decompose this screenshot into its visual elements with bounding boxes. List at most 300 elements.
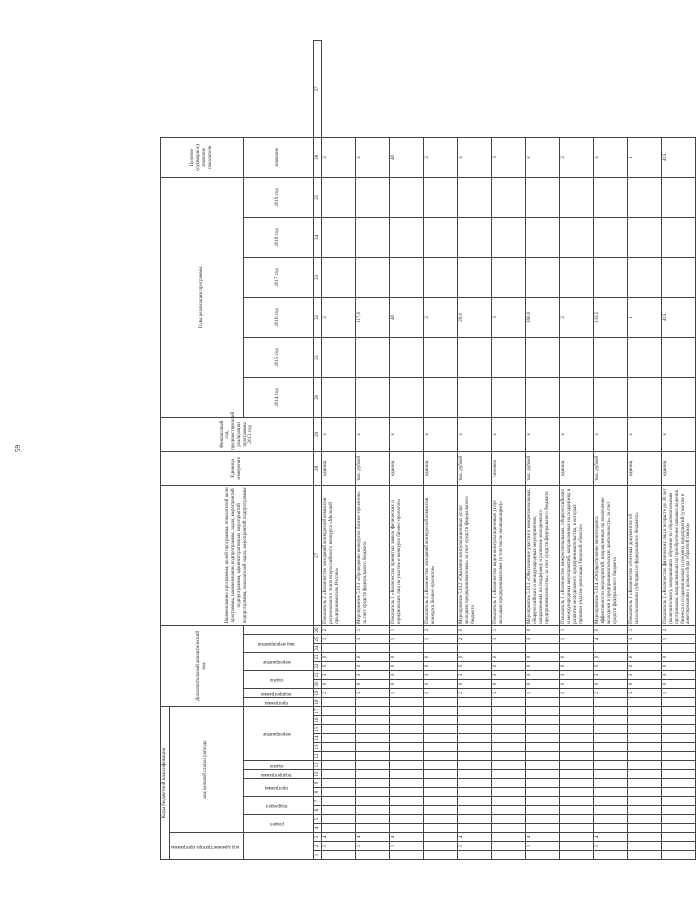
row-fin-year: х	[526, 417, 560, 451]
code-cell	[526, 644, 560, 653]
measure-type-header: вид мероприятия	[243, 635, 313, 653]
row-fin-year: х	[492, 417, 526, 451]
code-cell: 1	[356, 625, 390, 634]
row-2017	[526, 257, 560, 297]
measure-num-header	[243, 625, 313, 634]
code-cell	[356, 806, 390, 815]
code-cell: 1	[390, 842, 424, 851]
code-cell: 4	[594, 833, 628, 842]
code-cell	[560, 815, 594, 824]
code-cell: 0	[492, 653, 526, 662]
code-cell: 0	[424, 680, 458, 689]
code-cell: 0	[424, 653, 458, 662]
code-cell	[424, 707, 458, 716]
column-number: 4	[313, 824, 322, 833]
row-target: 2	[322, 137, 356, 177]
code-cell	[628, 815, 662, 824]
column-number: 28	[313, 451, 322, 485]
row-2015	[390, 337, 424, 377]
code-cell: 0	[390, 680, 424, 689]
code-cell	[594, 644, 628, 653]
section-header: раздел	[243, 815, 313, 833]
row-fin-year: х	[560, 417, 594, 451]
code-cell	[594, 698, 628, 707]
code-cell	[628, 851, 662, 860]
code-cell: 3	[526, 635, 560, 644]
code-cell	[594, 743, 628, 752]
table-row	[628, 41, 662, 860]
code-cell	[628, 761, 662, 770]
code-cell: 3	[424, 671, 458, 680]
code-cell	[560, 644, 594, 653]
row-2016: 1	[628, 297, 662, 337]
column-number: 31	[313, 337, 322, 377]
code-cell	[492, 851, 526, 860]
code-cell	[424, 824, 458, 833]
code-cell	[424, 716, 458, 725]
code-cell	[560, 851, 594, 860]
code-cell	[560, 716, 594, 725]
column-number: 24	[313, 644, 322, 653]
row-2016: 40	[390, 297, 424, 337]
row-2016: 2	[560, 297, 594, 337]
code-cell	[628, 725, 662, 734]
column-number: 18	[313, 698, 322, 707]
column-number: 19	[313, 689, 322, 698]
code-cell	[322, 770, 356, 779]
code-cell: 0	[356, 662, 390, 671]
row-fin-year: х	[458, 417, 492, 451]
row-2017	[458, 257, 492, 297]
row-fin-year: х	[628, 417, 662, 451]
code-cell: 4	[322, 833, 356, 842]
row-2017	[662, 257, 696, 297]
code-cell	[492, 707, 526, 716]
row-name: Показатель 1 «Количество межрегиональных, общероссийских и международных мероприятий, направленных на поддержку и развитие молодежного предпринимательства, в которых приняли участие делегации Тверской области»	[560, 485, 594, 625]
row-unit: единиц	[628, 451, 662, 485]
code-cell	[526, 707, 560, 716]
code-cell	[628, 779, 662, 788]
code-cell	[628, 842, 662, 851]
column-number: 21	[313, 671, 322, 680]
column-number: 5	[313, 815, 322, 824]
code-cell	[356, 707, 390, 716]
code-cell	[628, 644, 662, 653]
row-2014	[424, 377, 458, 417]
code-cell: 0	[560, 680, 594, 689]
code-cell	[356, 779, 390, 788]
row-name: Мероприятие 5.012 «Оказание консультационных услуг молодым предпринимателям» за счет средств федерального бюджета	[458, 485, 492, 625]
code-cell: 0	[322, 662, 356, 671]
row-name: Показатель 2 «Количество заседаний конкурсной комиссии конкурса бизнес-проектов»	[424, 485, 458, 625]
code-cell	[526, 824, 560, 833]
unit-header: Единица измерения	[161, 451, 314, 485]
code-cell	[628, 806, 662, 815]
code-cell	[560, 779, 594, 788]
row-unit: тыс. рублей	[594, 451, 628, 485]
code-cell	[356, 797, 390, 806]
code-cell	[458, 644, 492, 653]
code-cell	[526, 797, 560, 806]
code-cell	[424, 833, 458, 842]
code-cell	[458, 815, 492, 824]
column-number: 29	[313, 417, 322, 451]
code-cell	[492, 824, 526, 833]
table-row	[662, 41, 696, 860]
column-number: 17	[313, 707, 322, 716]
code-cell	[356, 743, 390, 752]
code-cell	[424, 851, 458, 860]
row-target: 40	[390, 137, 424, 177]
row-2019	[662, 177, 696, 217]
code-cell	[594, 752, 628, 761]
code-cell	[424, 752, 458, 761]
code-cell	[662, 716, 696, 725]
code-cell	[526, 788, 560, 797]
code-cell	[492, 725, 526, 734]
code-cell	[390, 851, 424, 860]
column-number: 30	[313, 377, 322, 417]
extra-code-header: Дополнительный аналитический код	[161, 625, 244, 706]
code-cell: 1	[662, 689, 696, 698]
row-2015	[662, 337, 696, 377]
code-cell	[424, 815, 458, 824]
year-2019: 2019 год	[243, 177, 313, 217]
code-cell	[390, 815, 424, 824]
row-2016: 20,0	[458, 297, 492, 337]
code-cell	[458, 707, 492, 716]
row-2017	[492, 257, 526, 297]
purpose-code-header: код целевой статьи расхода	[169, 707, 243, 833]
code-cell	[458, 752, 492, 761]
code-cell	[356, 815, 390, 824]
code-cell: 0	[458, 662, 492, 671]
code-cell: 0	[526, 662, 560, 671]
row-2019	[458, 177, 492, 217]
code-cell	[560, 788, 594, 797]
code-cell	[322, 743, 356, 752]
code-cell: 1	[390, 625, 424, 634]
row-2018	[390, 217, 424, 257]
code-cell: 1	[560, 689, 594, 698]
code-cell	[424, 770, 458, 779]
code-cell	[492, 761, 526, 770]
row-2018	[594, 217, 628, 257]
task-header: задача	[243, 761, 313, 770]
row-name: Показатель 1 «Количество видов консультационных услуг молодым предпринимателям (в том числе начинающим)»	[492, 485, 526, 625]
code-cell	[594, 806, 628, 815]
row-2015	[424, 337, 458, 377]
code-cell	[424, 779, 458, 788]
code-cell: 0	[662, 662, 696, 671]
code-cell	[662, 725, 696, 734]
code-cell	[560, 842, 594, 851]
subsection-header: подраздел	[243, 797, 313, 815]
table-row	[356, 41, 390, 860]
code-cell	[526, 743, 560, 752]
code-cell	[492, 698, 526, 707]
column-number: 16	[313, 716, 322, 725]
code-cell: 4	[356, 833, 390, 842]
row-unit: тыс. рублей	[356, 451, 390, 485]
row-2015	[526, 337, 560, 377]
code-cell	[322, 707, 356, 716]
code-cell	[628, 707, 662, 716]
code-cell	[560, 725, 594, 734]
row-target: х	[526, 137, 560, 177]
code-cell: 0	[628, 680, 662, 689]
year-2018: 2018 год	[243, 217, 313, 257]
table-row	[560, 41, 594, 860]
code-cell	[628, 824, 662, 833]
year-2014: 2014 год	[243, 377, 313, 417]
row-2014	[628, 377, 662, 417]
code-cell	[492, 770, 526, 779]
code-cell: 0	[492, 662, 526, 671]
code-cell	[458, 770, 492, 779]
code-cell	[322, 734, 356, 743]
code-cell: 0	[526, 653, 560, 662]
subprogram-sub-header: подпрограмма	[243, 689, 313, 698]
code-cell	[390, 788, 424, 797]
row-unit: единиц	[322, 451, 356, 485]
row-2014	[662, 377, 696, 417]
code-cell: 3	[492, 671, 526, 680]
code-cell	[322, 851, 356, 860]
row-2018	[526, 217, 560, 257]
program-sub-header: программа	[243, 698, 313, 707]
column-number: 3	[313, 833, 322, 842]
row-2016: 160,0	[526, 297, 560, 337]
code-cell	[492, 752, 526, 761]
row-name: Мероприятие 5.013 «Проведение конкурсов бизнес-проектов» за счет средств федерального бюджета	[356, 485, 390, 625]
code-cell	[458, 824, 492, 833]
code-cell	[356, 734, 390, 743]
code-cell	[594, 734, 628, 743]
row-2018	[424, 217, 458, 257]
code-cell: 0	[424, 662, 458, 671]
code-cell	[424, 698, 458, 707]
code-cell: 0	[662, 680, 696, 689]
code-cell	[492, 788, 526, 797]
row-2018	[560, 217, 594, 257]
code-cell	[322, 644, 356, 653]
row-unit: тыс. рублей	[458, 451, 492, 485]
column-number: 32	[313, 297, 322, 337]
code-cell	[356, 644, 390, 653]
table-row	[322, 41, 356, 860]
column-number: 25	[313, 635, 322, 644]
target-value-header: значение	[243, 137, 313, 177]
code-cell	[628, 788, 662, 797]
code-cell	[662, 851, 696, 860]
code-cell	[390, 707, 424, 716]
code-cell	[390, 725, 424, 734]
code-cell	[322, 698, 356, 707]
code-cell: 1	[628, 689, 662, 698]
code-cell: 0	[390, 653, 424, 662]
code-cell	[662, 833, 696, 842]
code-cell	[390, 698, 424, 707]
row-target: х	[594, 137, 628, 177]
code-cell	[594, 716, 628, 725]
column-number: 11	[313, 761, 322, 770]
code-cell: 2	[424, 625, 458, 634]
row-2017	[424, 257, 458, 297]
code-cell	[458, 734, 492, 743]
column-number: 12	[313, 752, 322, 761]
code-cell	[390, 734, 424, 743]
code-cell	[594, 725, 628, 734]
code-cell: 1	[390, 689, 424, 698]
code-cell	[662, 761, 696, 770]
code-cell: 2	[662, 625, 696, 634]
code-cell	[662, 752, 696, 761]
row-target: 415	[662, 137, 696, 177]
code-cell	[356, 824, 390, 833]
code-cell	[526, 716, 560, 725]
code-cell: 0	[356, 653, 390, 662]
column-number: 20	[313, 680, 322, 689]
code-cell: 4	[390, 833, 424, 842]
code-cell	[424, 797, 458, 806]
code-cell	[356, 761, 390, 770]
name-header: Наименование программы, целей программы, показателей цели программы, наименование подпрограммы, задач, мероприятий подпрограммы, административных мероприятий подпрограммы, показателей задач, мероприятий подпрограммы	[161, 485, 314, 625]
row-name: Показатель 1 «Количество отчетных документов об использовании субсидии из федерального бюджета»	[628, 485, 662, 625]
code-cell	[356, 788, 390, 797]
code-cell	[662, 824, 696, 833]
code-cell: 3	[628, 671, 662, 680]
measure-sub-header: мероприятие	[243, 653, 313, 671]
code-cell: 0	[560, 662, 594, 671]
code-cell: 0	[390, 662, 424, 671]
code-cell	[390, 644, 424, 653]
row-2017	[356, 257, 390, 297]
code-cell	[560, 707, 594, 716]
code-cell	[560, 806, 594, 815]
code-cell	[424, 743, 458, 752]
table-row	[458, 41, 492, 860]
code-cell	[492, 743, 526, 752]
code-cell	[322, 761, 356, 770]
row-2018	[458, 217, 492, 257]
code-cell: 0	[526, 625, 560, 634]
code-cell: 0	[356, 680, 390, 689]
code-cell	[322, 806, 356, 815]
code-cell	[356, 698, 390, 707]
code-cell	[356, 851, 390, 860]
code-cell	[356, 716, 390, 725]
row-2014	[492, 377, 526, 417]
code-cell	[390, 752, 424, 761]
row-2014	[560, 377, 594, 417]
column-number: 7	[313, 797, 322, 806]
row-unit: единиц	[390, 451, 424, 485]
row-2014	[594, 377, 628, 417]
row-name: Показатель 2 «Количество физических лиц в возрасте до 30 лет (включительно), завершивших обучение по образовательным программам, направленным на приобретение навыков ведения бизнеса и создания малых и средних предприятий (участие в анкетировании с целью сбора обратной связи)»	[662, 485, 696, 625]
code-cell: 1	[356, 635, 390, 644]
code-cell	[662, 707, 696, 716]
code-cell	[628, 743, 662, 752]
code-cell	[662, 770, 696, 779]
code-cell	[458, 716, 492, 725]
row-2018	[662, 217, 696, 257]
row-fin-year: х	[594, 417, 628, 451]
code-cell	[662, 743, 696, 752]
row-2015	[560, 337, 594, 377]
code-cell	[662, 806, 696, 815]
code-cell: 1	[526, 842, 560, 851]
row-2016: 117,0	[356, 297, 390, 337]
code-cell	[424, 842, 458, 851]
row-2014	[322, 377, 356, 417]
code-cell	[526, 761, 560, 770]
row-target: 2	[424, 137, 458, 177]
code-cell	[424, 734, 458, 743]
row-unit: единиц	[560, 451, 594, 485]
row-target: 1	[628, 137, 662, 177]
code-cell	[492, 797, 526, 806]
code-cell	[424, 644, 458, 653]
code-cell: 0	[662, 653, 696, 662]
code-cell	[526, 752, 560, 761]
row-fin-year: х	[424, 417, 458, 451]
code-cell	[662, 788, 696, 797]
row-fin-year: х	[662, 417, 696, 451]
row-2015	[628, 337, 662, 377]
code-cell	[560, 734, 594, 743]
code-cell	[458, 788, 492, 797]
code-cell: 0	[594, 662, 628, 671]
row-fin-year: х	[322, 417, 356, 451]
column-number: 6	[313, 806, 322, 815]
code-cell	[390, 824, 424, 833]
code-cell: 0	[322, 653, 356, 662]
year-2016: 2016 год	[243, 297, 313, 337]
code-cell: 1	[526, 689, 560, 698]
row-2016: 2	[424, 297, 458, 337]
year-2015: 2015 год	[243, 337, 313, 377]
code-cell	[628, 734, 662, 743]
code-cell	[458, 851, 492, 860]
code-cell	[628, 698, 662, 707]
code-cell: 1	[322, 635, 356, 644]
code-cell: 1	[458, 689, 492, 698]
code-cell	[560, 797, 594, 806]
code-cell	[356, 770, 390, 779]
code-cell	[322, 788, 356, 797]
column-number: 33	[313, 257, 322, 297]
row-2016: 133,5	[594, 297, 628, 337]
code-cell	[662, 734, 696, 743]
code-cell	[560, 833, 594, 842]
row-unit: единиц	[424, 451, 458, 485]
row-unit: тыс. рублей	[526, 451, 560, 485]
column-number: 34	[313, 217, 322, 257]
code-cell	[526, 770, 560, 779]
code-cell	[458, 806, 492, 815]
table-row	[526, 41, 560, 860]
code-cell	[356, 752, 390, 761]
code-cell	[458, 725, 492, 734]
code-cell: 0	[560, 653, 594, 662]
code-cell	[594, 788, 628, 797]
code-cell: 1	[662, 635, 696, 644]
row-2019	[424, 177, 458, 217]
row-target: х	[356, 137, 390, 177]
column-number: 10	[313, 770, 322, 779]
code-cell	[526, 851, 560, 860]
